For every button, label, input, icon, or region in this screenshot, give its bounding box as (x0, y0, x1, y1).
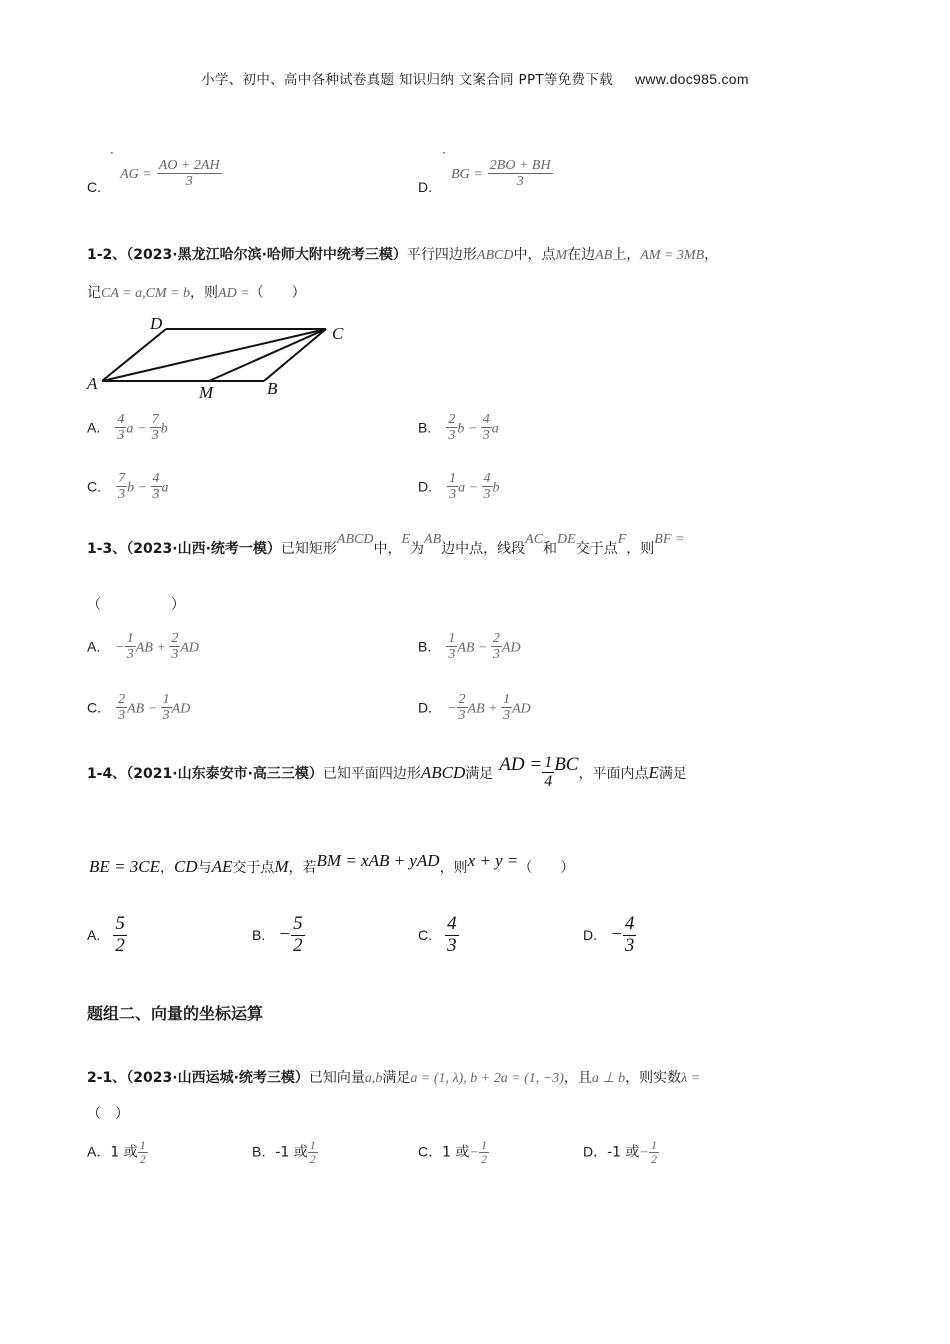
q12-stem-line1: 1-2、（2023·黑龙江哈尔滨·哈师大附中统考三模）平行四边形ABCD中，点M在边AB上，AM = 3MB， (87, 247, 719, 263)
point-m-label: M (199, 383, 214, 402)
q11-option-d[interactable] (418, 158, 553, 196)
option-label: D. (418, 699, 432, 716)
q13-stem: 1-3、（2023·山西·统考一模）已知矩形ABCD中，E为AB边中点，线段AC和DE交于点F，则BF = (87, 532, 685, 557)
q21-option-c[interactable]: C．1 或− $\frac{1}{2}$ (418, 1138, 487, 1167)
vector-definition: CA = a,CM = b (101, 286, 191, 301)
q14-option-b[interactable]: B. − $\frac{5}{2}$ (252, 913, 303, 956)
q13-option-b[interactable]: B. $\frac{1}{3}$ AB − $\frac{2}{3}$ AD (418, 631, 521, 663)
decor-dot: · (442, 146, 446, 160)
option-label: D. (418, 179, 432, 196)
vertex-b-label: B (267, 379, 278, 398)
parallelogram-figure (84, 312, 354, 404)
answer-paren: （ ） (249, 285, 306, 301)
option-label: C. (87, 179, 101, 196)
option-label: A. (87, 419, 101, 436)
option-label: C. (87, 478, 101, 495)
page-header (0, 68, 950, 88)
question-source: （2021·山东泰安市·高三三模） (126, 766, 323, 783)
q14-option-c[interactable]: C. $\frac{4}{3}$ (418, 913, 457, 956)
q12-option-d[interactable]: D. $\frac{1}{3}$ a − $\frac{4}{3}$ b (418, 471, 500, 503)
option-label: B. (252, 926, 266, 943)
q13-option-c[interactable]: C. $\frac{2}{3}$ AB − $\frac{1}{3}$ AD (87, 692, 191, 724)
option-label: B. (418, 419, 432, 436)
option-label: B． (252, 1143, 276, 1160)
math-lhs: BG = (451, 167, 483, 183)
q21-option-d[interactable]: D．-1 或− $\frac{1}{2}$ (583, 1138, 657, 1167)
answer-paren: （ ） (518, 860, 575, 876)
question-source: （2023·黑龙江哈尔滨·哈师大附中统考三模） (126, 247, 407, 263)
question-number: 1-3、 (87, 541, 127, 557)
option-label: A． (87, 1143, 111, 1160)
math-lhs: AG = (120, 167, 152, 183)
vertex-c-label: C (332, 324, 344, 343)
question-number: 1-2、 (87, 247, 127, 263)
option-label: A. (87, 638, 101, 655)
q13-answer-paren: （ ） (87, 597, 185, 613)
q12-stem-line2: 记CA = a,CM = b，则AD =（ ） (87, 285, 306, 301)
decor-dot: · (110, 146, 114, 160)
q12-option-a[interactable]: A. $\frac{4}{3}$ a − $\frac{7}{3}$ b (87, 412, 168, 444)
question-source: （2023·山西·统考一模） (126, 541, 281, 557)
q14-stem-line2: BE = 3CE，CD与AE交于点M，若BM = xAB + yAD，则x + y =（ ） (89, 851, 575, 876)
option-label: C. (87, 699, 101, 716)
vertex-a-label: A (87, 374, 98, 393)
option-label: C． (418, 1143, 443, 1160)
q12-option-b[interactable]: B. $\frac{2}{3}$ b − $\frac{4}{3}$ a (418, 412, 499, 444)
q14-option-a[interactable]: A. $\frac{5}{2}$ (87, 913, 125, 956)
option-label: D. (418, 478, 432, 495)
q11-option-c[interactable] (87, 158, 222, 196)
q12-option-c[interactable]: C. $\frac{7}{3}$ b − $\frac{4}{3}$ a (87, 471, 169, 503)
question-number: 2-1、 (87, 1070, 127, 1086)
header-url[interactable]: www.doc985.com (634, 71, 749, 87)
q13-option-a[interactable]: A. − $\frac{1}{3}$ AB + $\frac{2}{3}$ AD (87, 631, 200, 663)
frac-den: 3 (516, 174, 524, 190)
header-text: 小学、初中、高中各种试卷真题 知识归纳 文案合同 PPT等免费下载 (201, 72, 613, 88)
option-label: A. (87, 926, 101, 943)
frac-num: AO + 2AH (158, 158, 220, 173)
q21-option-b[interactable]: B．-1 或 $\frac{1}{2}$ (252, 1138, 316, 1167)
q21-answer-paren: （ ） (87, 1106, 129, 1122)
option-label: B. (418, 638, 432, 655)
segment-cm (209, 329, 326, 381)
q21-stem: 2-1、（2023·山西运城·统考三模）已知向量a,b满足a = (1, λ), b + 2a = (1, −3)，且a ⊥ b，则实数λ = (87, 1070, 701, 1086)
q21-option-a[interactable]: A．1 或 $\frac{1}{2}$ (87, 1138, 146, 1167)
diagonal-ac (102, 329, 326, 381)
option-label: D． (583, 1143, 608, 1160)
section-title: 题组二、向量的坐标运算 (87, 1004, 264, 1023)
frac-den: 3 (185, 174, 193, 190)
question-number: 1-4、 (87, 766, 127, 783)
vertex-d-label: D (150, 314, 163, 333)
frac-num: 2BO + BH (489, 158, 551, 173)
q14-stem-line1: 1-4、（2021·山东泰安市·高三三模）已知平面四边形ABCD满足 AD = $\frac{1}{4}$ BC，平面内点E满足 (87, 754, 687, 790)
option-label: C. (418, 926, 432, 943)
q14-option-d[interactable]: D. − $\frac{4}{3}$ (583, 913, 635, 956)
q13-option-d[interactable]: D. − $\frac{2}{3}$ AB + $\frac{1}{3}$ AD (418, 692, 531, 724)
option-label: D. (583, 926, 597, 943)
question-source: （2023·山西运城·统考三模） (126, 1070, 309, 1086)
